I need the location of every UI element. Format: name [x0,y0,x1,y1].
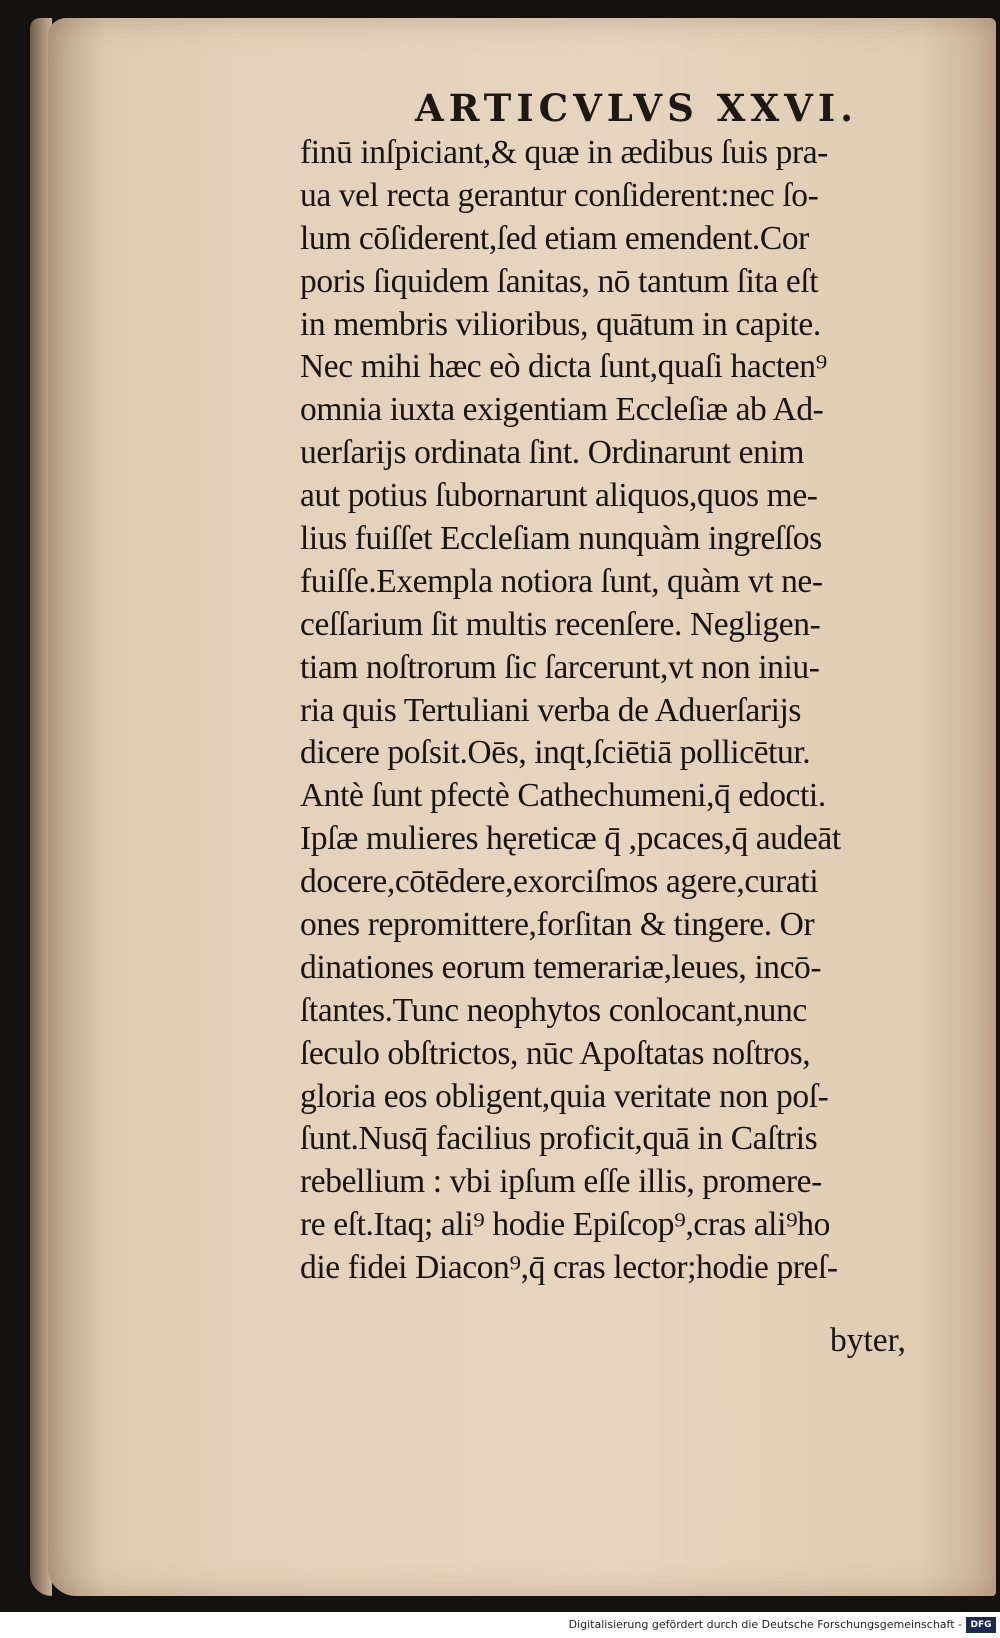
text-line: rebellium : vbi ipſum eſſe illis, promere- [300,1163,822,1201]
text-line: omnia iuxta exigentiam Eccleſiæ ab Ad- [300,391,824,429]
text-line: ceſſarium ſit multis recenſere. Negligen- [300,605,821,643]
text-line: dinationes eorum temerariæ,leues, incō- [300,948,822,986]
text-line: ones repromittere,forſitan & tingere. Or [300,906,815,944]
text-line: uerſarijs ordinata ſint. Ordinarunt enim [300,434,805,472]
text-line: docere,cōtēdere,exorciſmos agere,curati [300,863,819,901]
text-line: ſeculo obſtrictos, nūc Apoſtatas noſtros, [300,1034,811,1072]
digitization-credit: Digitalisierung gefördert durch die Deutsche Forschungsgemeinschaft - [568,1618,962,1631]
text-line: lius fuiſſet Eccleſiam nunquàm ingreſſos [300,520,822,558]
text-line: die fidei Diacon⁹,q̄ cras lector;hodie preſ- [300,1249,838,1287]
text-line: re eſt.Itaq; ali⁹ hodie Epiſcop⁹,cras ali⁹ho [300,1206,830,1244]
text-line: gloria eos obligent,quia veritate non poſ- [300,1077,829,1115]
text-line: Nec mihi hæc eò dicta ſunt,quaſi hacten⁹ [300,348,827,386]
text-line: Antè ſunt pfectè Cathechumeni,q̄ edocti. [300,777,826,815]
text-line: fuiſſe.Exempla notiora ſunt, quàm vt ne- [300,562,823,600]
text-line: lum cōſiderent,ſed etiam emendent.Cor [300,219,809,257]
text-line: ſtantes.Tunc neophytos conlocant,nunc [300,991,807,1029]
text-line: tiam noſtrorum ſic ſarcerunt,vt non iniu- [300,648,820,686]
text-line: ua vel recta gerantur conſiderent:nec ſo- [300,176,819,214]
text-line: dicere poſsit.Oēs, inqt,ſciētiā pollicētur. [300,734,811,772]
text-line: Ipſæ mulieres hęreticæ q̄ ,pcaces,q̄ audeāt [300,820,841,858]
text-line: ria quis Tertuliani verba de Aduerſarijs [300,691,802,729]
text-line: ſunt.Nusq̄ facilius proficit,quā in Caſtris [300,1120,818,1158]
dfg-logo: DFG [966,1617,996,1633]
running-head: ARTICVLVS XXVI. [415,86,859,130]
text-line: finū inſpiciant,& quæ in ædibus ſuis pra- [300,134,828,171]
text-line: aut potius ſubornarunt aliquos,quos me- [300,477,818,515]
text-line: poris ſiquidem ſanitas, nō tantum ſita eſt [300,262,819,300]
catchword: byter, [830,1322,906,1359]
text-line: in membris vilioribus, quātum in capite. [300,305,821,343]
text-block [300,132,930,1290]
